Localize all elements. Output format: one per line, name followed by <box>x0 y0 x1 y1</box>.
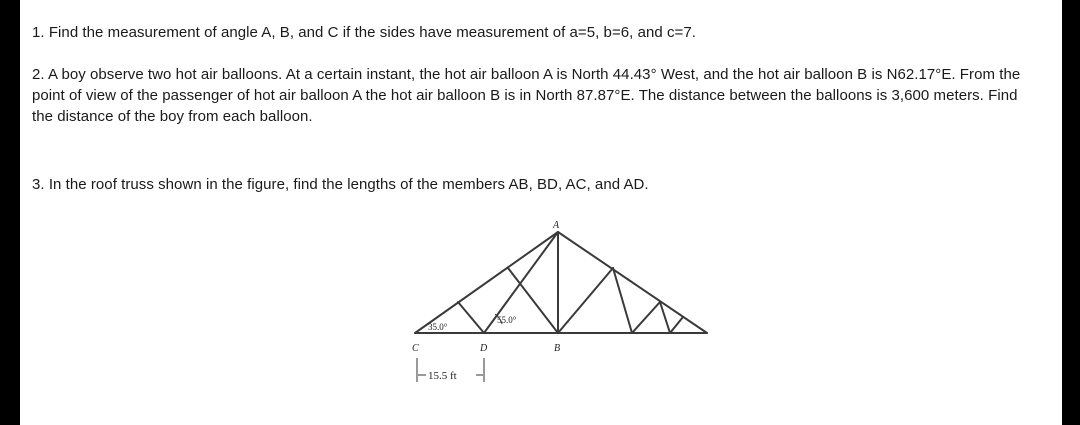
joint-a-label: A <box>553 220 560 231</box>
member-a-right <box>558 232 707 333</box>
worksheet <box>20 0 1062 425</box>
question-2: 2. A boy observe two hot air balloons. At a certain instant, the hot air balloon A is North 44.43° West, and the hot air balloon B is N62.17°E. From the point of view of the passenger of hot air balloon A the hot air balloon B is in North 87.87°E. The distance between the balloons is 3,600 meters. Find the distance of the boy from each balloon. <box>32 66 1021 125</box>
joint-d-label: D <box>480 343 488 354</box>
joint-c-label: C <box>412 343 419 354</box>
question-1: 1. Find the measurement of angle A, B, and C if the sides have measurement of a=5, b=6, and c=7. <box>32 24 696 41</box>
member-ca <box>415 232 558 333</box>
web-right-3 <box>632 302 660 333</box>
angle-d-label: 55.0° <box>497 315 517 325</box>
web-right-2 <box>613 268 632 333</box>
web-left-1 <box>458 302 484 333</box>
web-right-1 <box>558 268 613 333</box>
angle-c-label: 35.0° <box>428 322 448 332</box>
joint-b-label: B <box>554 343 561 354</box>
roof-truss-figure <box>380 210 720 385</box>
web-right-5 <box>670 317 683 333</box>
dimension-label: 15.5 ft <box>428 370 457 382</box>
question-3: 3. In the roof truss shown in the figure, find the lengths of the members AB, BD, AC, and AD. <box>32 176 649 193</box>
